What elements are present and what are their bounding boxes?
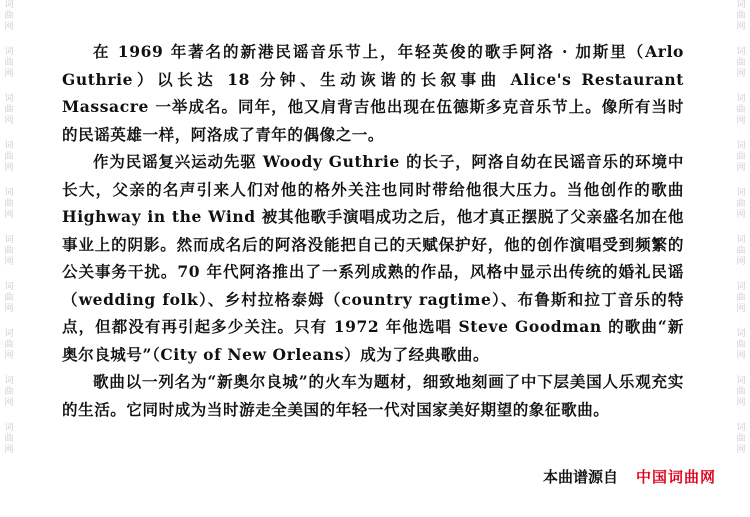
watermark-left-1: 词 曲 网 <box>4 0 14 32</box>
watermark-right-10: 词 曲 网 <box>736 423 746 455</box>
watermark-left-8: 词 曲 网 <box>4 329 14 361</box>
watermark-left-7: 词 曲 网 <box>4 282 14 314</box>
paragraph-3: 歌曲以一列名为“新奥尔良城”的火车为题材，细致地刻画了中下层美国人乐观充实的生活。它同时成为当时游走全美国的年轻一代对国家美好期望的象征歌曲。 <box>62 372 684 419</box>
watermark-left-4: 词 曲 网 <box>4 141 14 173</box>
watermark-right-9: 词 曲 网 <box>736 376 746 408</box>
watermark-left-6: 词 曲 网 <box>4 235 14 267</box>
source-attribution <box>543 466 716 487</box>
watermark-right-5: 词 曲 网 <box>736 188 746 220</box>
watermark-right-2: 词 曲 网 <box>736 47 746 79</box>
right-watermark-strip <box>734 0 748 517</box>
watermark-right-7: 词 曲 网 <box>736 282 746 314</box>
watermark-right-1: 词 曲 网 <box>736 0 746 32</box>
watermark-left-10: 词 曲 网 <box>4 423 14 455</box>
source-label: 本曲谱源自 <box>542 468 618 486</box>
article-body <box>62 38 684 423</box>
watermark-right-4: 词 曲 网 <box>736 141 746 173</box>
paragraph-2: 作为民谣复兴运动先驱 Woody Guthrie 的长子，阿洛自幼在民谣音乐的环境中长大，父亲的名声引来人们对他的格外关注也同时带给他很大压力。当他创作的歌曲 Highway in the Wind 被其他歌手演唱成功之后，他才真正摆脱了父亲盛名加在他事业上的阴影。然而成名后的阿洛没能把自己的天赋保护好，他的创作演唱受到频繁的公关事务干扰。70 年代阿洛推出了一系列成熟的作品，风格中显示出传统的婚礼民谣（wedding folk）、乡村拉格泰姆（country ragtime）、布鲁斯和拉丁音乐的特点，但都没有再引起多少关注。只有 1972 年他选唱 Steve Goodman 的歌曲“新奥尔良城号”（City of New Orleans）成为了经典歌曲。 <box>62 152 684 364</box>
paragraph-1: 在 1969 年著名的新港民谣音乐节上，年轻英俊的歌手阿洛 · 加斯里（Arlo Guthrie）以长达 18 分钟、生动诙谐的长叙事曲 Alice's Restaurant Massacre 一举成名。同年，他又肩背吉他出现在伍德斯多克音乐节上。像所有当时的民谣英雄一样，阿洛成了青年的偶像之一。 <box>62 42 684 144</box>
watermark-left-5: 词 曲 网 <box>4 188 14 220</box>
watermark-left-9: 词 曲 网 <box>4 376 14 408</box>
watermark-left-2: 词 曲 网 <box>4 47 14 79</box>
watermark-right-6: 词 曲 网 <box>736 235 746 267</box>
site-name-link[interactable]: 中国词曲网 <box>635 468 716 486</box>
watermark-right-3: 词 曲 网 <box>736 94 746 126</box>
watermark-left-3: 词 曲 网 <box>4 94 14 126</box>
left-watermark-strip <box>2 0 16 517</box>
watermark-right-8: 词 曲 网 <box>736 329 746 361</box>
